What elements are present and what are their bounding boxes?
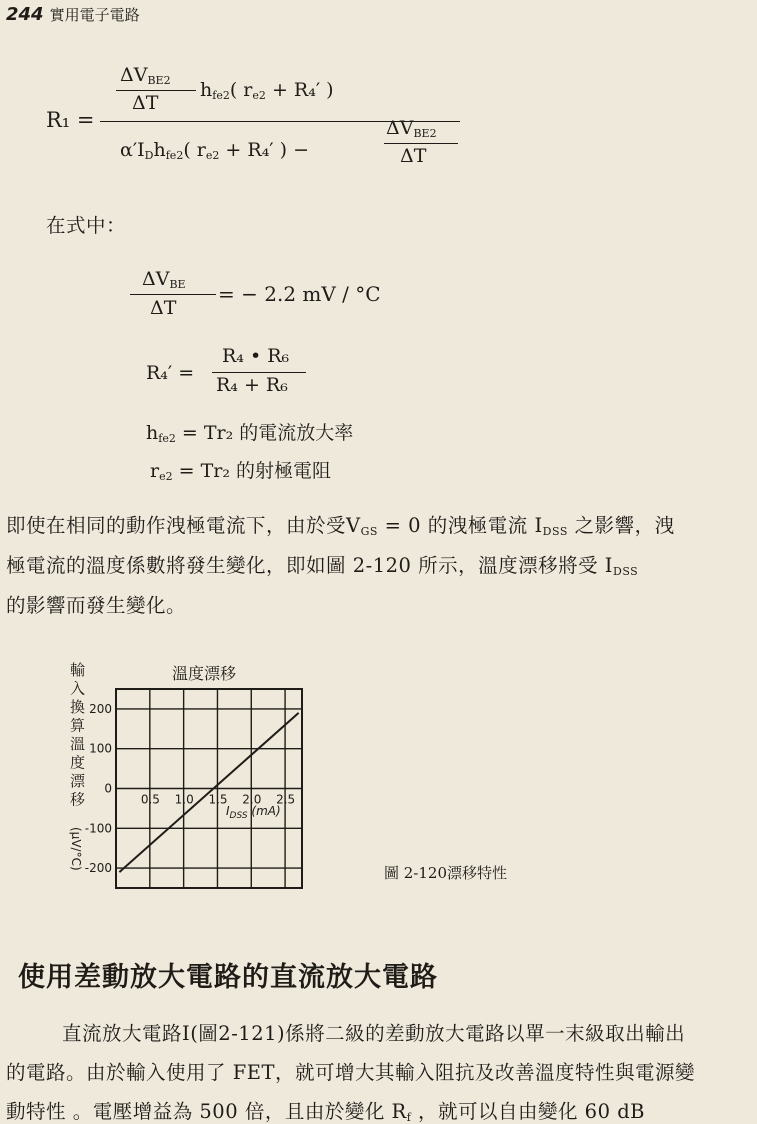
drift-chart: [60, 655, 320, 895]
ylabel-char: 移: [70, 790, 86, 809]
den-term: $\alpha'I_Dh_{fe2}$( $r_{e2} + R_4'$ ) −: [120, 139, 310, 162]
x-tick-label: 1.0: [174, 792, 194, 807]
page-number: 244: [6, 4, 44, 25]
chart-title: 溫度漂移: [172, 664, 237, 683]
num-delta-t: ΔT: [132, 92, 159, 114]
num-hfe-term: $h_{fe2}$( $r_{e2} + R_4'$ ): [200, 79, 334, 102]
dvbe-rhs: = − 2.2 mV / °C: [218, 282, 381, 306]
ylabel-char: 入: [70, 679, 86, 698]
y-tick-label: -100: [84, 821, 112, 836]
r4-num: R₄ • R₆: [222, 345, 290, 367]
paragraph1-line1: 即使在相同的動作洩極電流下，由於受$V_{GS} = 0$ 的洩極電流 $I_{DSS}$ 之影響，洩: [6, 514, 675, 538]
paragraph2-line2: 的電路。由於輸入使用了 FET，就可增大其輸入阻抗及改善溫度特性與電源變: [6, 1061, 695, 1084]
paragraph2-line3: 動特性 。電壓增益為 500 倍，且由於變化 $R_f$ ，就可以自由變化 60 dB: [6, 1100, 646, 1124]
x-tick-label: 1.5: [208, 792, 228, 807]
paragraph1-line3: 的影響而發生變化。: [6, 594, 187, 617]
dvbe-num: $\Delta V_{BE}$: [142, 268, 186, 291]
y-tick-label: -200: [84, 861, 112, 876]
paragraph2-line1: 直流放大電路Ⅰ(圖2-121)係將二級的差動放大電路以單一末級取出輸出: [62, 1022, 686, 1045]
chart-ylabel: [69, 661, 85, 871]
r4-lhs: R₄′ =: [146, 362, 195, 384]
ylabel-char: 度: [70, 753, 86, 772]
chart-xlabel: $I_{DSS}$ (mA): [226, 804, 281, 821]
where-label: 在式中：: [46, 214, 127, 237]
ylabel-unit: (μV/°C): [69, 827, 83, 871]
def-hfe: $h_{fe2} = Tr_2$ 的電流放大率: [146, 422, 354, 445]
x-tick-label: 2.5: [276, 792, 296, 807]
ylabel-char: 輸: [70, 661, 86, 679]
x-tick-label: 2.0: [242, 792, 262, 807]
x-tick-label: 0.5: [140, 792, 160, 807]
chart-grid: [116, 689, 302, 888]
r4-fraction-bar: [212, 372, 306, 373]
ylabel-char: 漂: [70, 772, 86, 790]
y-tick-label: 200: [89, 701, 112, 716]
den-inner-fraction-bar: [384, 143, 458, 144]
dvbe-fraction-bar: [130, 294, 216, 295]
dvbe-den: ΔT: [150, 297, 177, 319]
num-inner-fraction-bar: [116, 90, 196, 91]
section-heading: 使用差動放大電路的直流放大電路: [18, 962, 438, 993]
paragraph1-line2: 極電流的溫度係數將發生變化，即如圖 2-120 所示，溫度漂移將受 $I_{DSS}$: [6, 554, 639, 578]
def-re: $r_{e2} = Tr_2$ 的射極電阻: [150, 460, 332, 483]
figure-caption: 圖 2-120漂移特性: [384, 864, 508, 882]
page-header: [6, 4, 140, 25]
den-delta-vbe: $\Delta V_{BE2}$: [386, 117, 437, 140]
y-tick-label: 100: [89, 741, 112, 756]
y-tick-label: 0: [104, 781, 112, 796]
ylabel-char: 算: [70, 716, 86, 735]
num-delta-vbe: $\Delta V_{BE2}$: [120, 64, 171, 87]
r1-lhs: R₁ =: [46, 108, 95, 132]
ylabel-char: 溫: [70, 735, 86, 753]
den-delta-t: ΔT: [400, 145, 427, 167]
book-title: 實用電子電路: [49, 6, 140, 24]
r4-den: R₄ + R₆: [216, 374, 288, 396]
ylabel-char: 換: [70, 698, 86, 716]
